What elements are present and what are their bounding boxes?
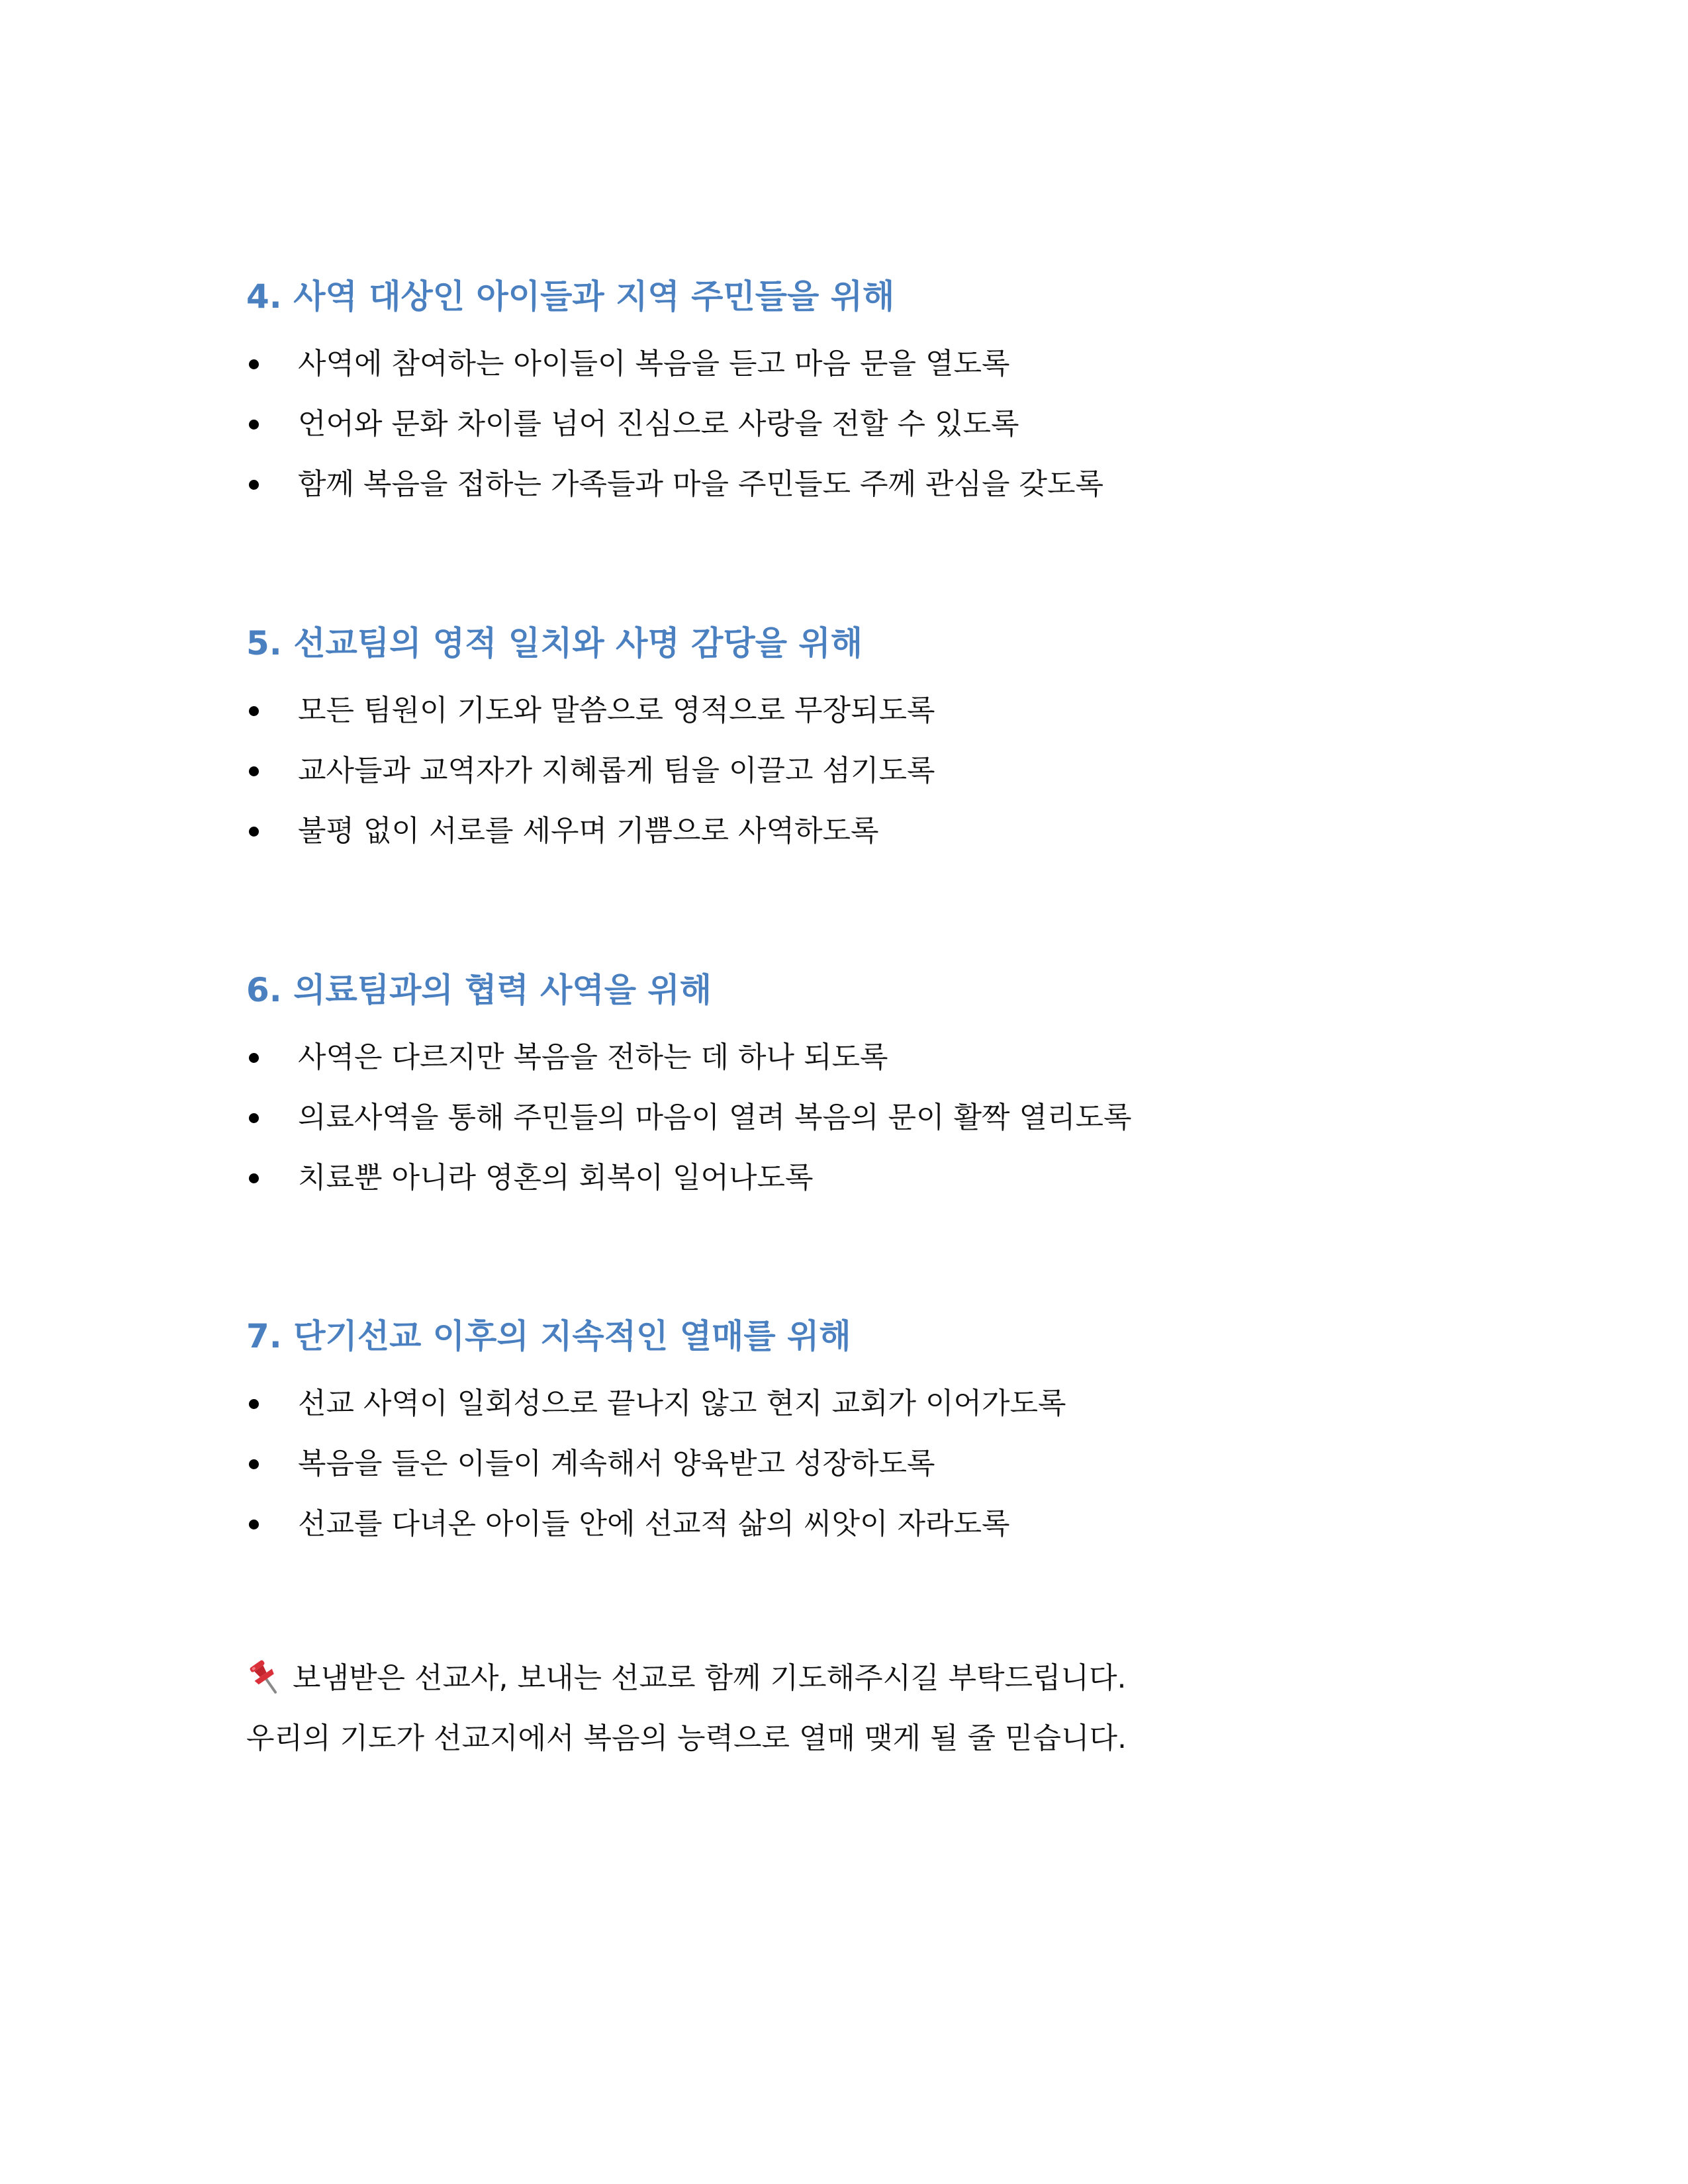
bullet-list [246,334,1504,514]
list-item-text: 사역에 참여하는 아이들이 복음을 듣고 마음 문을 열도록 [298,347,1010,381]
section-heading: 7. 단기선교 이후의 지속적인 열매를 위해 [246,1317,851,1355]
bullet-icon [249,766,259,776]
list-item [246,801,1504,861]
section-heading: 6. 의료팀과의 협력 사역을 위해 [246,971,712,1009]
bullet-icon [249,1459,259,1469]
list-item-text: 언어와 문화 차이를 넘어 진심으로 사랑을 전할 수 있도록 [298,407,1019,441]
bullet-icon [249,359,259,369]
bullet-list [246,1027,1504,1208]
list-item [246,680,1504,741]
bullet-list [246,680,1504,861]
list-item [246,1027,1504,1087]
list-item [246,1373,1504,1433]
list-item-text: 함께 복음을 접하는 가족들과 마을 주민들도 주께 관심을 갖도록 [298,467,1103,501]
bullet-icon [249,827,259,837]
closing-text-1: 보냄받은 선교사, 보내는 선교로 함께 기도해주시길 부탁드립니다. [293,1661,1127,1695]
list-item-text: 선교 사역이 일회성으로 끝나지 않고 현지 교회가 이어가도록 [298,1387,1066,1420]
list-item [246,741,1504,801]
bullet-icon [249,1113,259,1123]
list-item [246,1494,1504,1554]
list-item-text: 의료사역을 통해 주민들의 마음이 열려 복음의 문이 활짝 열리도록 [298,1101,1132,1134]
bullet-icon [249,480,259,490]
list-item-text: 선교를 다녀온 아이들 안에 선교적 삶의 씨앗이 자라도록 [298,1507,1010,1541]
list-item [246,1148,1504,1208]
list-item [246,1087,1504,1148]
bullet-list [246,1373,1504,1554]
list-item [246,394,1504,454]
bullet-icon [249,1399,259,1409]
list-item [246,334,1504,394]
pushpin-icon [246,1657,283,1697]
section-6 [246,966,1504,1208]
section-4 [246,273,1504,514]
bullet-icon [249,1173,259,1183]
closing-text-2: 우리의 기도가 선교지에서 복음의 능력으로 열매 맺게 될 줄 믿습니다. [246,1721,1127,1755]
bullet-icon [249,706,259,716]
closing-line-2 [246,1708,1504,1768]
section-5 [246,619,1504,861]
list-item-text: 사역은 다르지만 복음을 전하는 데 하나 되도록 [298,1040,888,1074]
list-item-text: 치료뿐 아니라 영혼의 회복이 일어나도록 [298,1161,814,1195]
closing-line-1 [246,1648,1504,1708]
list-item [246,1433,1504,1494]
bullet-icon [249,1520,259,1529]
list-item-text: 교사들과 교역자가 지혜롭게 팀을 이끌고 섬기도록 [298,754,935,788]
section-heading: 4. 사역 대상인 아이들과 지역 주민들을 위해 [246,277,895,316]
list-item-text: 복음을 들은 이들이 계속해서 양육받고 성장하도록 [298,1447,935,1480]
bullet-icon [249,1053,259,1063]
list-item-text: 불평 없이 서로를 세우며 기쁨으로 사역하도록 [298,814,879,848]
section-7 [246,1312,1504,1554]
bullet-icon [249,420,259,430]
list-item-text: 모든 팀원이 기도와 말씀으로 영적으로 무장되도록 [298,694,935,727]
list-item [246,454,1504,514]
section-heading: 5. 선교팀의 영적 일치와 사명 감당을 위해 [246,624,863,662]
closing-message [246,1648,1504,1768]
